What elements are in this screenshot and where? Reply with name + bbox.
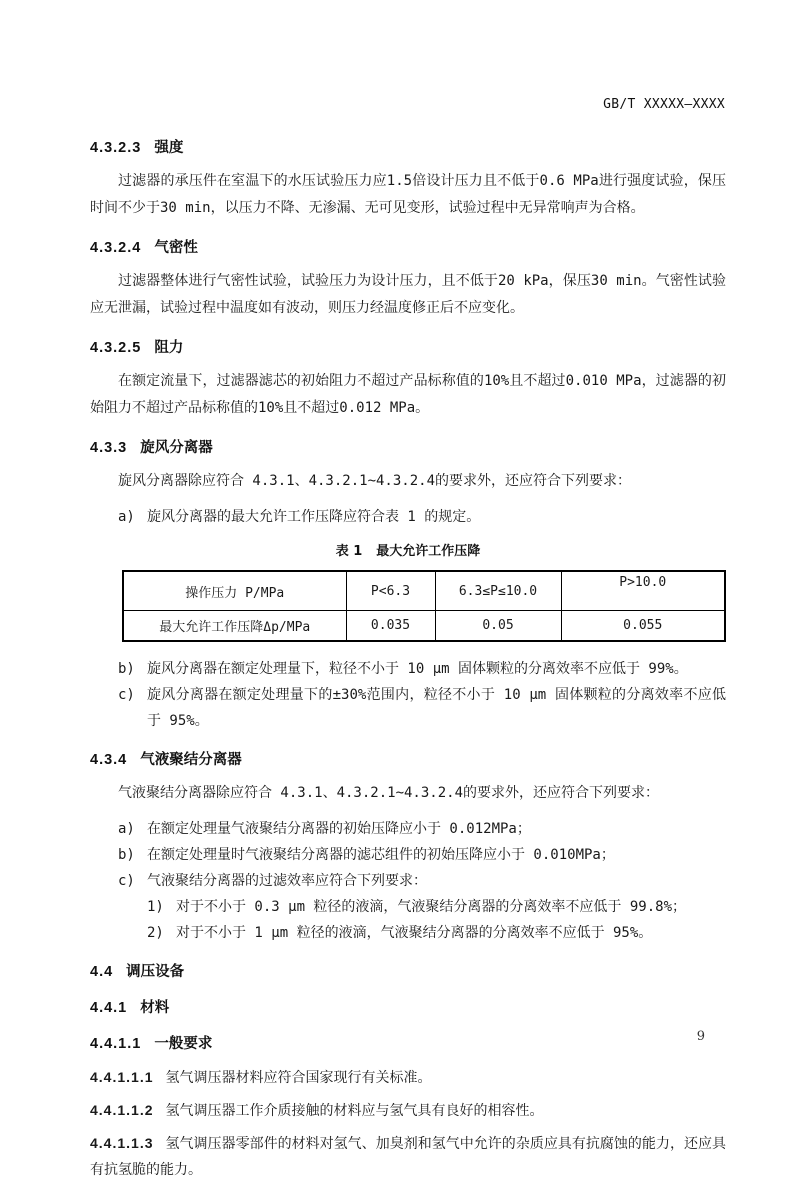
list-item-text: 旋风分离器在额定处理量下的±30%范围内，粒径不小于 10 μm 固体颗粒的分离效率不应低于 95%。	[147, 687, 726, 729]
clause-number: 4.4.1.1.3	[90, 1135, 154, 1151]
clause-number: 4.4.1.1	[90, 1036, 142, 1052]
document-code: GB/T XXXXX—XXXX	[603, 97, 725, 112]
clause-number: 4.3.2.3	[90, 140, 142, 156]
list-item-text: 在额定处理量气液聚结分离器的初始压降应小于 0.012MPa；	[147, 821, 531, 837]
paragraph-coalescer-intro: 气液聚结分离器除应符合 4.3.1、4.3.2.1~4.3.2.4的要求外，还应符合下列要求：	[118, 785, 660, 801]
paragraph-airtightness: 过滤器整体进行气密性试验，试验压力为设计压力，且不低于20 kPa，保压30 min。气密性试验应无泄漏，试验过程中温度如有波动，则压力经温度修正后不应变化。	[90, 273, 726, 316]
list-item-434-c-1	[90, 894, 726, 920]
clause-4-4-1-1-2	[90, 1097, 726, 1124]
clause-number: 4.3.2.5	[90, 340, 142, 356]
clause-title: 气液聚结分离器	[140, 752, 242, 768]
clause-text: 氢气调压器材料应符合国家现行有关标准。	[165, 1070, 432, 1086]
list-marker: c)	[118, 687, 135, 703]
clause-4-4-1-1-3	[90, 1130, 726, 1183]
list-marker: 2)	[147, 925, 164, 941]
paragraph-resistance: 在额定流量下，过滤器滤芯的初始阻力不超过产品标称值的10%且不超过0.010 MPa，过滤器的初始阻力不超过产品标称值的10%且不超过0.012 MPa。	[90, 373, 726, 416]
list-item-434-c-2	[90, 920, 726, 946]
table-caption-label: 表 1	[335, 544, 363, 559]
clause-number: 4.4.1	[90, 1000, 128, 1016]
clause-title: 旋风分离器	[140, 440, 213, 456]
list-marker: b)	[118, 847, 135, 863]
paragraph-strength: 过滤器的承压件在室温下的水压试验压力应1.5倍设计压力且不低于0.6 MPa进行强度试验，保压时间不少于30 min，以压力不降、无渗漏、无可见变形，试验过程中无异常响声为合格。	[90, 173, 726, 216]
clause-title: 阻力	[154, 340, 184, 356]
clause-title: 强度	[154, 140, 184, 156]
table-cell: 0.035	[346, 611, 435, 642]
list-marker: a)	[118, 821, 135, 837]
table-1	[122, 570, 726, 642]
list-item-434-a	[90, 816, 726, 842]
list-marker: a)	[118, 509, 135, 525]
list-item-text: 气液聚结分离器的过滤效率应符合下列要求：	[147, 873, 427, 889]
clause-heading-4-3-4	[90, 750, 726, 770]
clause-number: 4.3.2.4	[90, 240, 142, 256]
list-item-text: 对于不小于 0.3 μm 粒径的液滴，气液聚结分离器的分离效率不应低于 99.8%；	[176, 899, 687, 915]
table-cell: P<6.3	[346, 571, 435, 611]
clause-title: 一般要求	[154, 1036, 213, 1052]
clause-heading-4-4-1	[90, 998, 726, 1018]
page-number: 9	[696, 1029, 705, 1044]
list-marker: c)	[118, 873, 135, 889]
list-item-text: 在额定处理量时气液聚结分离器的滤芯组件的初始压降应小于 0.010MPa；	[147, 847, 615, 863]
list-marker: b)	[118, 661, 135, 677]
list-item-text: 旋风分离器的最大允许工作压降应符合表 1 的规定。	[147, 509, 481, 525]
table-cell: 操作压力 P/MPa	[123, 571, 346, 611]
table-cell: 最大允许工作压降Δp/MPa	[123, 611, 346, 642]
list-item-text: 对于不小于 1 μm 粒径的液滴，气液聚结分离器的分离效率不应低于 95%。	[176, 925, 653, 941]
table-cell: 0.055	[561, 611, 725, 642]
list-item-text: 旋风分离器在额定处理量下，粒径不小于 10 μm 固体颗粒的分离效率不应低于 99%。	[147, 661, 688, 677]
clause-4-4-1-1-1	[90, 1064, 726, 1091]
clause-number: 4.3.4	[90, 752, 128, 768]
list-item-434-c	[90, 868, 726, 894]
list-item-434-b	[90, 842, 726, 868]
clause-number: 4.4	[90, 964, 114, 980]
list-marker: 1)	[147, 899, 164, 915]
table-row-operating-pressure	[123, 571, 725, 611]
clause-heading-4-3-2-5	[90, 338, 726, 358]
list-item-433-b	[90, 656, 726, 682]
clause-number: 4.4.1.1.2	[90, 1102, 154, 1118]
list-item-433-a	[90, 504, 726, 530]
clause-title: 气密性	[154, 240, 198, 256]
paragraph-cyclone-intro: 旋风分离器除应符合 4.3.1、4.3.2.1~4.3.2.4的要求外，还应符合下列要求：	[118, 473, 632, 489]
table-1-block	[90, 540, 726, 642]
clause-heading-4-4-1-1	[90, 1034, 726, 1054]
clause-text: 氢气调压器工作介质接触的材料应与氢气具有良好的相容性。	[165, 1103, 544, 1119]
table-1-caption	[90, 540, 726, 559]
clause-text: 氢气调压器零部件的材料对氢气、加臭剂和氢气中允许的杂质应具有抗腐蚀的能力，还应具有抗氢脆的能力。	[90, 1136, 726, 1178]
clause-heading-4-3-2-4	[90, 238, 726, 258]
table-cell: 6.3≤P≤10.0	[435, 571, 561, 611]
list-item-433-c	[90, 682, 726, 734]
clause-heading-4-4	[90, 962, 726, 982]
clause-heading-4-3-3	[90, 438, 726, 458]
clause-number: 4.4.1.1.1	[90, 1069, 154, 1085]
table-cell: 0.05	[435, 611, 561, 642]
clause-title: 调压设备	[126, 964, 185, 980]
clause-title: 材料	[140, 1000, 170, 1016]
table-row-max-pressure-drop	[123, 611, 725, 642]
clause-heading-4-3-2-3	[90, 138, 726, 158]
table-cell: P>10.0	[561, 571, 725, 611]
table-caption-title: 最大允许工作压降	[376, 544, 481, 559]
clause-number: 4.3.3	[90, 440, 128, 456]
document-content	[90, 122, 726, 1189]
